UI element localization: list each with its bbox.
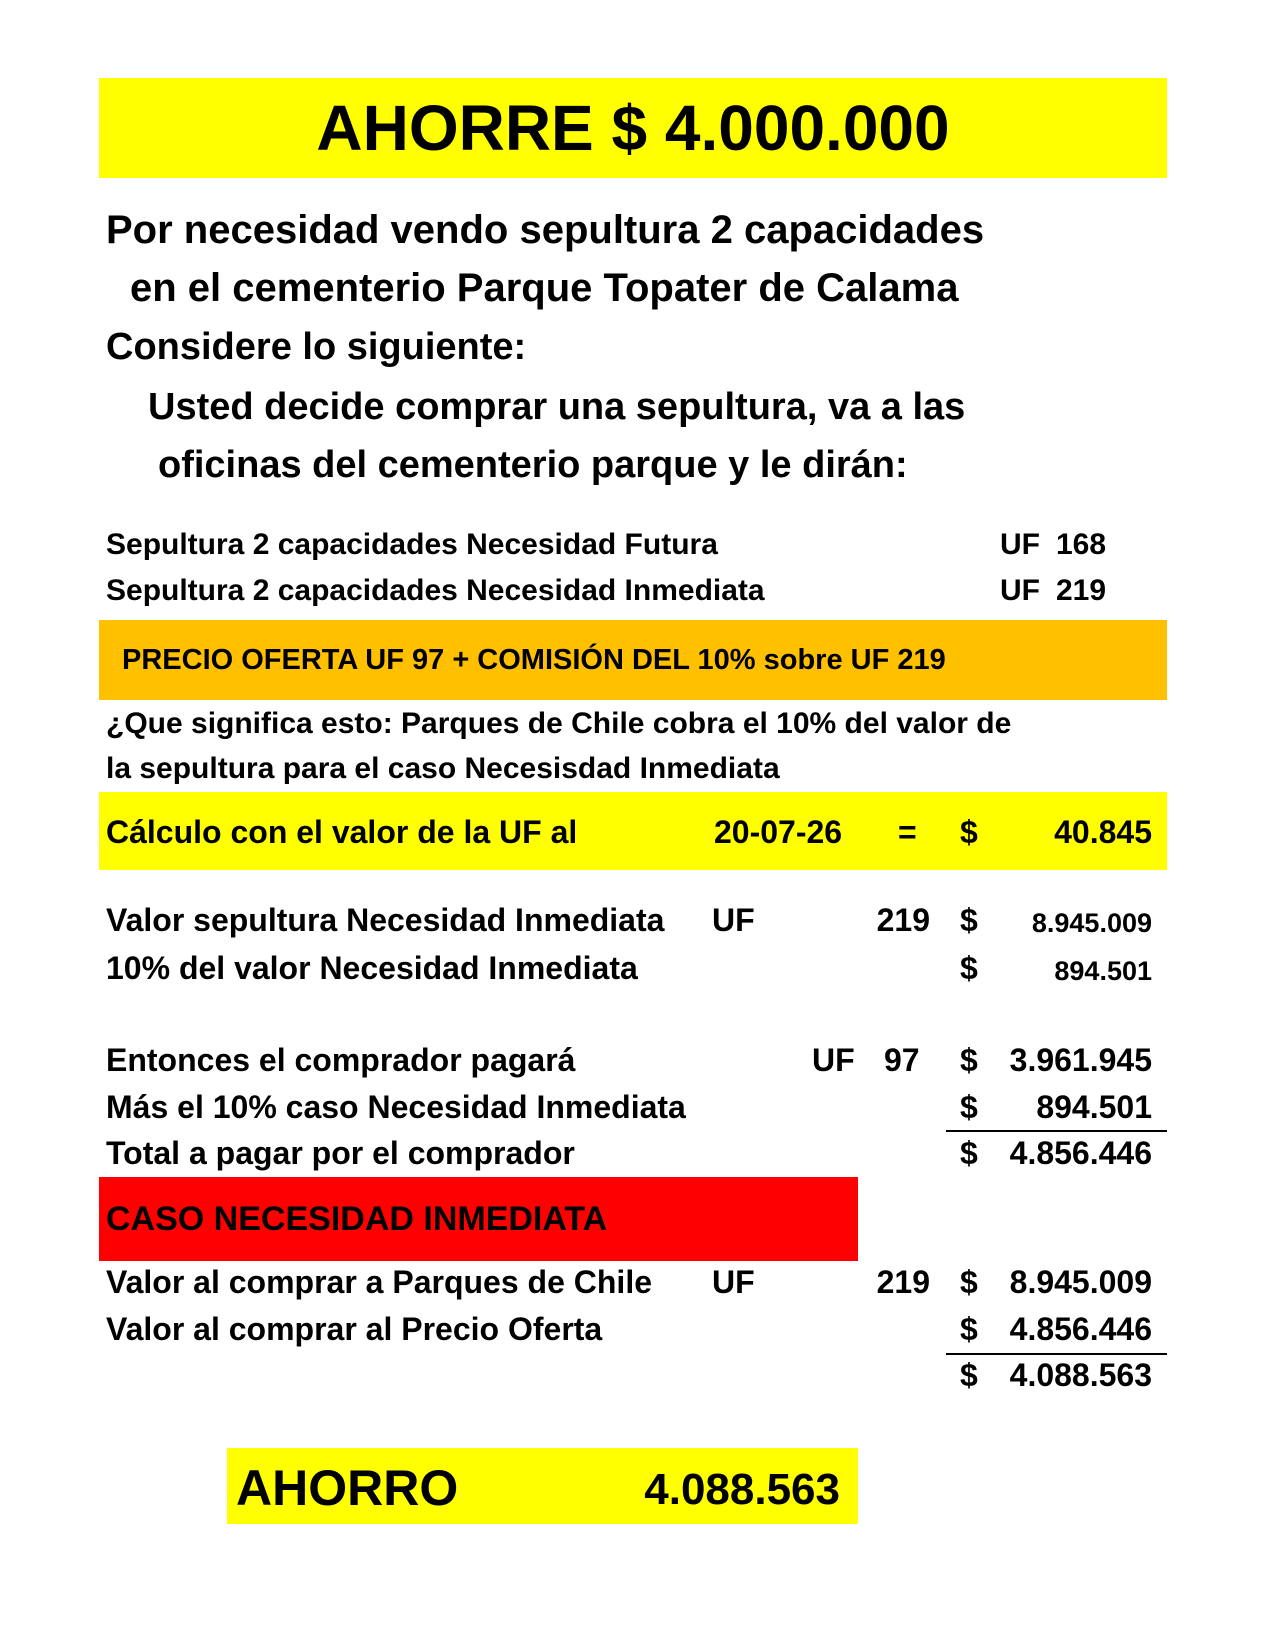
breakdown-1-unit: UF xyxy=(712,902,755,938)
breakdown-1-currency: $ xyxy=(960,902,978,938)
compare-3-amount: 4.088.563 xyxy=(1009,1357,1152,1393)
buyer-1-unit: UF xyxy=(812,1042,855,1078)
headline: AHORRE $ 4.000.000 xyxy=(316,92,950,164)
uf-calc-date: 20-07-26 xyxy=(714,814,843,850)
price-inmediata-label: Sepultura 2 capacidades Necesidad Inmediata xyxy=(106,574,765,607)
buyer-1-label: Entonces el comprador pagará xyxy=(106,1042,576,1078)
case-banner: CASO NECESIDAD INMEDIATA xyxy=(106,1200,608,1238)
meaning-line-1: ¿Que significa esto: Parques de Chile cobra el 10% del valor de xyxy=(106,707,1012,740)
buyer-3-label: Total a pagar por el comprador xyxy=(106,1135,575,1171)
buyer-1-amount: 3.961.945 xyxy=(1009,1042,1152,1078)
compare-3-currency: $ xyxy=(960,1357,978,1393)
price-futura-unit: UF xyxy=(1000,528,1040,561)
buyer-3-currency: $ xyxy=(960,1135,978,1171)
buyer-2-label: Más el 10% caso Necesidad Inmediata xyxy=(106,1089,686,1125)
intro-line-5: oficinas del cementerio parque y le dirán: xyxy=(158,444,908,486)
compare-2-label: Valor al comprar al Precio Oferta xyxy=(106,1311,603,1347)
buyer-3-amount: 4.856.446 xyxy=(1009,1135,1152,1171)
intro-line-3: Considere lo siguiente: xyxy=(106,326,527,368)
breakdown-2-currency: $ xyxy=(960,950,978,986)
compare-1-currency: $ xyxy=(960,1264,978,1300)
intro-line-1: Por necesidad vendo sepultura 2 capacidades xyxy=(106,208,985,252)
compare-1-unit: UF xyxy=(712,1264,755,1300)
price-inmediata-unit: UF xyxy=(1000,574,1040,607)
intro-line-4: Usted decide comprar una sepultura, va a las xyxy=(148,386,966,428)
price-inmediata-value: 219 xyxy=(1056,574,1107,607)
savings-label: AHORRO xyxy=(236,1460,459,1516)
buyer-2-amount: 894.501 xyxy=(1036,1089,1152,1125)
compare-2-currency: $ xyxy=(960,1311,978,1347)
breakdown-2-amount: 894.501 xyxy=(1054,956,1152,986)
compare-1-amount: 8.945.009 xyxy=(1009,1264,1152,1300)
offer-banner: PRECIO OFERTA UF 97 + COMISIÓN DEL 10% sobre UF 219 xyxy=(122,644,946,676)
buyer-1-qty: 97 xyxy=(884,1042,920,1078)
uf-calc-label: Cálculo con el valor de la UF al xyxy=(106,814,578,850)
compare-1-qty: 219 xyxy=(876,1264,930,1300)
savings-value: 4.088.563 xyxy=(644,1465,840,1514)
buyer-1-currency: $ xyxy=(960,1042,978,1078)
intro-line-2: en el cementerio Parque Topater de Calama xyxy=(130,266,959,310)
breakdown-2-label: 10% del valor Necesidad Inmediata xyxy=(106,950,638,986)
breakdown-1-qty: 219 xyxy=(876,902,930,938)
uf-calc-currency: $ xyxy=(960,814,978,850)
uf-calc-equals: = xyxy=(898,814,917,850)
breakdown-1-label: Valor sepultura Necesidad Inmediata xyxy=(106,902,665,938)
breakdown-1-amount: 8.945.009 xyxy=(1031,908,1152,938)
uf-calc-value: 40.845 xyxy=(1054,814,1152,850)
buyer-2-currency: $ xyxy=(960,1089,978,1125)
compare-2-amount: 4.856.446 xyxy=(1009,1311,1152,1347)
meaning-line-2: la sepultura para el caso Necesisdad Inmediata xyxy=(106,752,780,785)
price-futura-label: Sepultura 2 capacidades Necesidad Futura xyxy=(106,528,718,561)
buyer-total-rule xyxy=(946,1130,1167,1132)
compare-1-label: Valor al comprar a Parques de Chile xyxy=(106,1264,652,1300)
price-futura-value: 168 xyxy=(1056,528,1107,561)
